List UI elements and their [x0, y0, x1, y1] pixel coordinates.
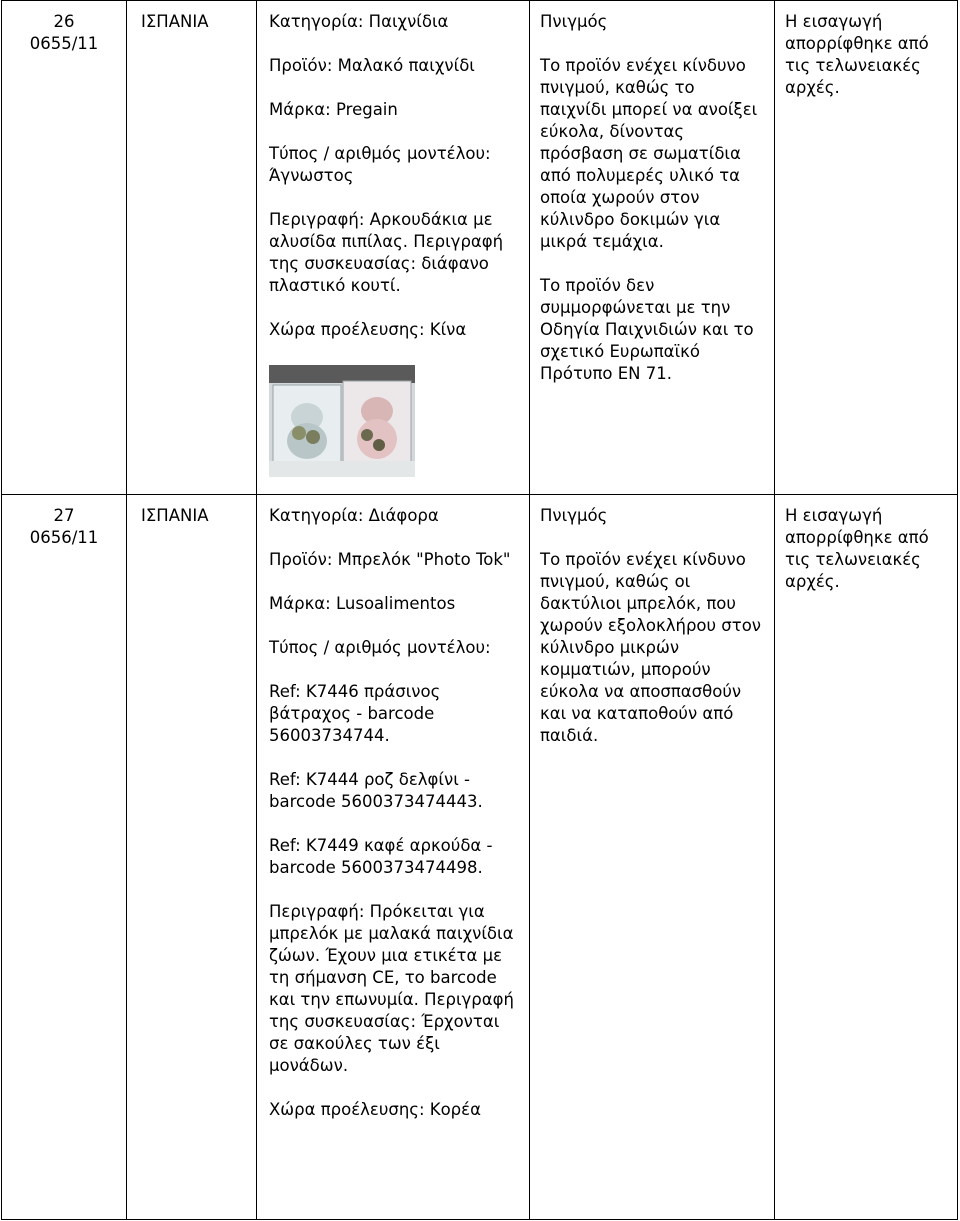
- notification-number-cell: [2, 495, 127, 1220]
- product-origin: Χώρα προέλευσης: Κορέα: [269, 1100, 481, 1119]
- country-cell: [127, 1, 257, 495]
- country: ΙΣΠΑΝΙΑ: [141, 506, 209, 525]
- risk-type: Πνιγμός: [540, 506, 608, 525]
- product-model: Τύπος / αριθμός μοντέλου:: [269, 638, 491, 657]
- risk-cell: [530, 1, 775, 495]
- product-ref-3: Ref: K7449 καφέ αρκούδα - barcode 5600373474498.: [269, 836, 493, 877]
- risk-description: Το προϊόν ενέχει κίνδυνο πνιγμού, καθώς οι δακτύλιοι μπρελόκ, που χωρούν εξολοκλήρου στον κύλινδρο μικρών κομματιών, μπορούν εύκολα να αποσπασθούν και να καταποθούν από παιδιά.: [540, 550, 762, 745]
- product-name: Προϊόν: Μαλακό παιχνίδι: [269, 56, 475, 75]
- product-photo-image: [269, 365, 415, 477]
- notification-number: 27: [53, 506, 75, 525]
- risk-compliance: Το προϊόν δεν συμμορφώνεται με την Οδηγία Παιχνιδιών και το σχετικό Ευρωπαϊκό Πρότυπο ΕΝ 71.: [540, 276, 754, 383]
- product-ref-1: Ref: K7446 πράσινος βάτραχος - barcode 56003734744.: [269, 682, 441, 745]
- measure-text: Η εισαγωγή απορρίφθηκε από τις τελωνειακές αρχές.: [785, 12, 929, 97]
- measure-text: Η εισαγωγή απορρίφθηκε από τις τελωνειακές αρχές.: [785, 506, 929, 591]
- product-photo: [269, 365, 415, 477]
- product-category: Κατηγορία: Παιχνίδια: [269, 12, 449, 31]
- table-row: [2, 495, 958, 1220]
- country: ΙΣΠΑΝΙΑ: [141, 12, 209, 31]
- risk-type: Πνιγμός: [540, 12, 608, 31]
- product-cell: [257, 1, 530, 495]
- product-brand: Μάρκα: Pregain: [269, 100, 398, 119]
- country-cell: [127, 495, 257, 1220]
- product-category: Κατηγορία: Διάφορα: [269, 506, 439, 525]
- product-description: Περιγραφή: Αρκουδάκια με αλυσίδα πιπίλας. Περιγραφή της συσκευασίας: διάφανο πλαστικό κουτί.: [269, 210, 504, 295]
- table-row: [2, 1, 958, 495]
- risk-cell: [530, 495, 775, 1220]
- product-brand: Μάρκα: Lusoalimentos: [269, 594, 456, 613]
- product-description: Περιγραφή: Πρόκειται για μπρελόκ με μαλακά παιχνίδια ζώων. Έχουν μια ετικέτα με τη σήμανση CE, το barcode και την επωνυμία. Περιγραφή της συσκευασίας: Έρχονται σε σακούλες των έξι μονάδων.: [269, 902, 515, 1075]
- notification-code: 0656/11: [29, 528, 99, 547]
- measure-cell: [775, 1, 958, 495]
- product-cell: [257, 495, 530, 1220]
- product-name: Προϊόν: Μπρελόκ "Photo Tok": [269, 550, 511, 569]
- notification-number-cell: [2, 1, 127, 495]
- product-ref-2: Ref: K7444 ροζ δελφίνι - barcode 5600373474443.: [269, 770, 483, 811]
- notification-code: 0655/11: [29, 34, 99, 53]
- notifications-table: [1, 0, 958, 1220]
- risk-description: Το προϊόν ενέχει κίνδυνο πνιγμού, καθώς το παιχνίδι μπορεί να ανοίξει εύκολα, δίνοντας πρόσβαση σε σωματίδια από πολυμερές υλικό τα οποία χωρούν στον κύλινδρο δοκιμών για μικρά τεμάχια.: [540, 56, 758, 251]
- notification-number: 26: [53, 12, 75, 31]
- product-model: Τύπος / αριθμός μοντέλου: Άγνωστος: [269, 144, 491, 185]
- measure-cell: [775, 495, 958, 1220]
- product-origin: Χώρα προέλευσης: Κίνα: [269, 320, 467, 339]
